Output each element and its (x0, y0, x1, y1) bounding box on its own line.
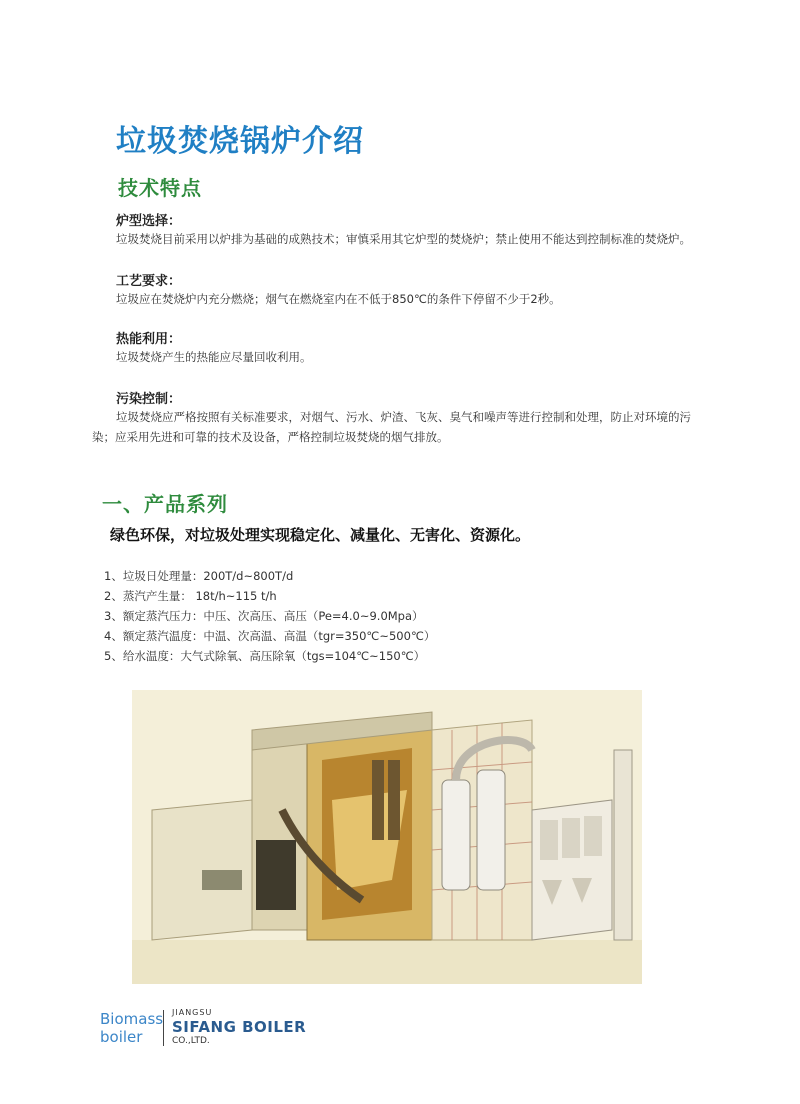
feature-pollution (92, 388, 732, 447)
spec-item: 2、蒸汽产生量： 18t/h~115 t/h (104, 589, 277, 603)
boiler-plant-illustration (132, 690, 642, 984)
feature-furnace (116, 210, 736, 249)
slogan: 绿色环保，对垃圾处理实现稳定化、减量化、无害化、资源化。 (110, 526, 531, 544)
section-heading-products: 一、产品系列 (102, 492, 228, 516)
feature-heading: 炉型选择： (116, 214, 182, 229)
feature-heading: 工艺要求： (116, 274, 182, 289)
spec-item: 3、额定蒸汽压力：中压、次高压、高压（Pe=4.0~9.0Mpa） (104, 609, 424, 623)
feature-text-line2: 染；应采用先进和可靠的技术及设备，严格控制垃圾焚烧的烟气排放。 (92, 430, 449, 444)
section-heading-features: 技术特点 (118, 176, 202, 200)
footer-tagline (100, 1010, 163, 1046)
page-title: 垃圾焚烧锅炉介绍 (116, 124, 364, 159)
feature-process (116, 270, 736, 309)
brand-region: JIANGSU (172, 1008, 213, 1017)
feature-text: 垃圾焚烧目前采用以炉排为基础的成熟技术；审慎采用其它炉型的焚烧炉；禁止使用不能达到控制标准的焚烧炉。 (116, 232, 691, 246)
brand-name: SIFANG BOILER (172, 1018, 307, 1036)
feature-text: 垃圾应在焚烧炉内充分燃烧；烟气在燃烧室内在不低于850℃的条件下停留不少于2秒。 (116, 292, 561, 306)
spec-list (104, 566, 435, 666)
spec-item: 4、额定蒸汽温度：中温、次高温、高温（tgr=350℃~500℃） (104, 629, 436, 643)
brand-suffix: CO.,LTD. (172, 1036, 210, 1046)
footer-tagline-line2: boiler (100, 1028, 143, 1046)
footer-tagline-line1: Biomass (100, 1010, 164, 1028)
feature-heat (116, 328, 736, 367)
spec-item: 1、垃圾日处理量：200T/d~800T/d (104, 569, 294, 583)
feature-text: 垃圾焚烧产生的热能应尽量回收利用。 (116, 350, 312, 364)
feature-heading: 污染控制： (116, 392, 182, 407)
feature-heading: 热能利用： (116, 332, 182, 347)
spec-item: 5、给水温度：大气式除氧、高压除氧（tgs=104℃~150℃） (104, 649, 426, 663)
footer-divider (163, 1010, 164, 1046)
feature-text-line1: 垃圾焚烧应严格按照有关标准要求，对烟气、污水、炉渣、飞灰、臭气和噪声等进行控制和处理，防止对环境的污 (116, 410, 691, 424)
